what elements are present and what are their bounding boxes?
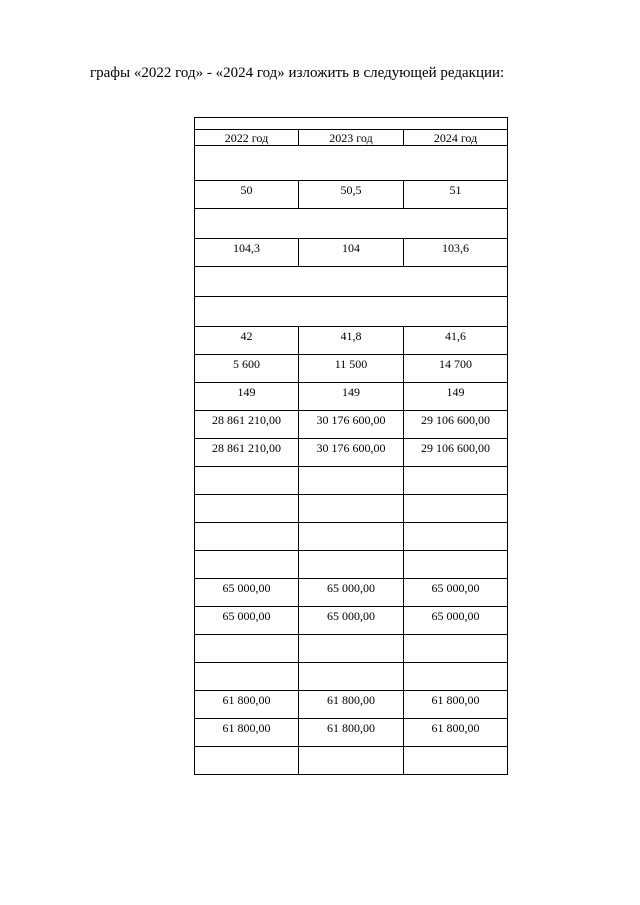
table-cell: 30 176 600,00: [299, 411, 404, 439]
table-cell: 61 800,00: [404, 691, 508, 719]
merged-cell: [195, 146, 508, 181]
table-cell: 65 000,00: [299, 607, 404, 635]
table-cell: 50: [195, 181, 299, 209]
table-merged-row: [195, 209, 508, 239]
table-cell: 29 106 600,00: [404, 439, 508, 467]
table-cell: [195, 747, 299, 775]
values-table: [194, 117, 508, 775]
table-cell: 65 000,00: [195, 579, 299, 607]
table-cell: 28 861 210,00: [195, 411, 299, 439]
table-row: [195, 439, 508, 467]
table-cell: [404, 551, 508, 579]
table-row: [195, 747, 508, 775]
table-cell: 14 700: [404, 355, 508, 383]
table-cell: [195, 551, 299, 579]
table-cell: 42: [195, 327, 299, 355]
table-cell: 28 861 210,00: [195, 439, 299, 467]
table-cell: [404, 635, 508, 663]
table-row: [195, 579, 508, 607]
table-cell: [299, 523, 404, 551]
merged-cell: [195, 209, 508, 239]
table-row: [195, 691, 508, 719]
table-cell: 104: [299, 239, 404, 267]
table-row: [195, 467, 508, 495]
table-row: [195, 181, 508, 209]
table-row: [195, 327, 508, 355]
table-cell: 61 800,00: [195, 691, 299, 719]
table-row: [195, 607, 508, 635]
table-cell: 30 176 600,00: [299, 439, 404, 467]
table-cell: 149: [404, 383, 508, 411]
table-cell: 149: [195, 383, 299, 411]
table-cell: 29 106 600,00: [404, 411, 508, 439]
table-row: [195, 663, 508, 691]
table-cell: 65 000,00: [404, 607, 508, 635]
table-row: [195, 355, 508, 383]
table-cell: [195, 495, 299, 523]
table-top-row: [195, 118, 508, 130]
table-cell: 149: [299, 383, 404, 411]
header-2024: 2024 год: [404, 130, 508, 146]
table-row: [195, 551, 508, 579]
table-cell: 11 500: [299, 355, 404, 383]
intro-text: графы «2022 год» - «2024 год» изложить в следующей редакции:: [90, 65, 505, 81]
header-2023: 2023 год: [299, 130, 404, 146]
table-merged-row: [195, 146, 508, 181]
table-merged-row: [195, 297, 508, 327]
table-cell: [299, 467, 404, 495]
table-cell: [299, 495, 404, 523]
table-row: [195, 239, 508, 267]
table-cell: [299, 551, 404, 579]
table-row: [195, 523, 508, 551]
table-merged-row: [195, 267, 508, 297]
header-2022: 2022 год: [195, 130, 299, 146]
table-cell: 61 800,00: [299, 719, 404, 747]
table-row: [195, 635, 508, 663]
table-cell: 51: [404, 181, 508, 209]
table-header-row: [195, 130, 508, 146]
table-cell: [195, 523, 299, 551]
table-cell: 61 800,00: [404, 719, 508, 747]
table-top-cell: [195, 118, 508, 130]
table-cell: 5 600: [195, 355, 299, 383]
table-cell: [195, 635, 299, 663]
merged-cell: [195, 297, 508, 327]
table-cell: 104,3: [195, 239, 299, 267]
table-cell: 65 000,00: [299, 579, 404, 607]
table-row: [195, 719, 508, 747]
table-cell: [404, 523, 508, 551]
merged-cell: [195, 267, 508, 297]
table-cell: [404, 747, 508, 775]
table-cell: [404, 663, 508, 691]
table-cell: [195, 467, 299, 495]
table-cell: [299, 635, 404, 663]
table-cell: 65 000,00: [404, 579, 508, 607]
table-cell: [404, 495, 508, 523]
table-cell: [299, 663, 404, 691]
table-cell: 50,5: [299, 181, 404, 209]
table-cell: 41,6: [404, 327, 508, 355]
table-cell: [404, 467, 508, 495]
table-cell: 103,6: [404, 239, 508, 267]
table-row: [195, 383, 508, 411]
table-row: [195, 495, 508, 523]
table-row: [195, 411, 508, 439]
table-cell: 41,8: [299, 327, 404, 355]
table-cell: 61 800,00: [299, 691, 404, 719]
table-cell: 61 800,00: [195, 719, 299, 747]
table-cell: 65 000,00: [195, 607, 299, 635]
table-cell: [299, 747, 404, 775]
table-cell: [195, 663, 299, 691]
